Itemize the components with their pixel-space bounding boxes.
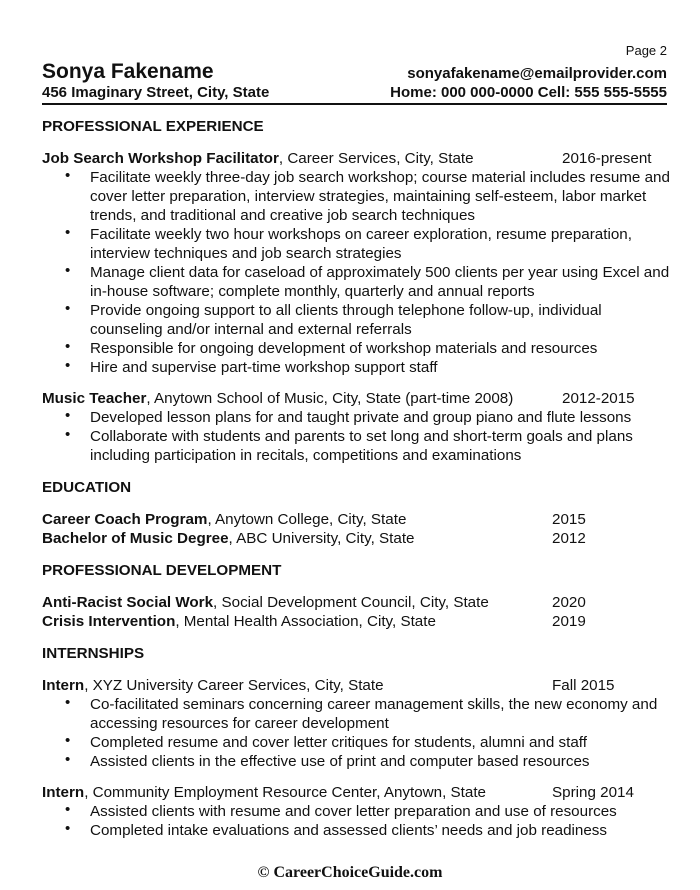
development-provider: , Social Development Council, City, State bbox=[213, 594, 489, 611]
job-entry-header bbox=[42, 149, 672, 168]
development-entry bbox=[42, 593, 672, 612]
resume-body bbox=[42, 117, 672, 840]
header-row-1 bbox=[42, 60, 667, 84]
development-date: 2020 bbox=[552, 594, 586, 611]
development-title: Crisis Intervention bbox=[42, 613, 176, 630]
development-date: 2019 bbox=[552, 613, 586, 630]
internship-bullet: • Completed intake evaluations and assessed clients’ needs and job readiness bbox=[90, 821, 672, 840]
section-heading-internships: INTERNSHIPS bbox=[42, 645, 145, 662]
internship-date: Fall 2015 bbox=[552, 677, 615, 694]
internship-entry-header bbox=[42, 676, 672, 695]
job-entry-header bbox=[42, 389, 672, 408]
job-date: 2012-2015 bbox=[562, 390, 635, 407]
job-title: Job Search Workshop Facilitator bbox=[42, 150, 279, 167]
internship-bullet: • Co-facilitated seminars concerning career management skills, the new economy and accessing resources for career development bbox=[90, 695, 672, 733]
job-bullet: • Provide ongoing support to all clients through telephone follow-up, individual counseling and/or internal and external referrals bbox=[90, 301, 672, 339]
job-bullet-list bbox=[42, 168, 672, 377]
page-number: Page 2 bbox=[625, 43, 667, 58]
internship-bullet: • Assisted clients in the effective use of print and computer based resources bbox=[90, 752, 672, 771]
header-row-2 bbox=[42, 84, 667, 101]
section-heading-education: EDUCATION bbox=[42, 479, 132, 496]
header-divider bbox=[42, 103, 667, 105]
job-date: 2016-present bbox=[562, 150, 652, 167]
contact-email: sonyafakename@emailprovider.com bbox=[407, 65, 667, 82]
development-title: Anti-Racist Social Work bbox=[42, 594, 214, 611]
job-bullet: • Facilitate weekly two hour workshops on career exploration, resume preparation, interview techniques and job search strategies bbox=[90, 225, 672, 263]
internship-bullet: • Completed resume and cover letter critiques for students, alumni and staff bbox=[90, 733, 672, 752]
education-institution: , ABC University, City, State bbox=[228, 530, 415, 547]
internship-bullet: • Assisted clients with resume and cover letter preparation and use of resources bbox=[90, 802, 672, 821]
internship-entry-header bbox=[42, 783, 672, 802]
education-entry bbox=[42, 529, 672, 548]
development-entry bbox=[42, 612, 672, 631]
education-entry bbox=[42, 510, 672, 529]
job-bullet: • Facilitate weekly three-day job search workshop; course material includes resume and cover letter preparation, interview strategies, maintaining self-esteem, labor market trends, and traditional and creative job search techniques bbox=[90, 168, 672, 225]
education-title: Bachelor of Music Degree bbox=[42, 530, 229, 547]
section-heading-experience: PROFESSIONAL EXPERIENCE bbox=[42, 118, 264, 135]
internship-organization: , Community Employment Resource Center, Anytown, State bbox=[84, 784, 487, 801]
education-date: 2012 bbox=[552, 530, 586, 547]
copyright-footer: © CareerChoiceGuide.com bbox=[257, 864, 443, 881]
job-bullet: • Hire and supervise part-time workshop support staff bbox=[90, 358, 672, 377]
job-bullet: • Developed lesson plans for and taught private and group piano and flute lessons bbox=[90, 408, 672, 427]
job-organization: , Anytown School of Music, City, State (part-time 2008) bbox=[146, 390, 514, 407]
development-provider: , Mental Health Association, City, State bbox=[175, 613, 436, 630]
contact-address: 456 Imaginary Street, City, State bbox=[42, 84, 270, 101]
job-bullet: • Responsible for ongoing development of workshop materials and resources bbox=[90, 339, 672, 358]
job-bullet: • Collaborate with students and parents to set long and short-term goals and plans including participation in recitals, competitions and examinations bbox=[90, 427, 672, 465]
internship-bullet-list bbox=[42, 695, 672, 771]
contact-phones: Home: 000 000-0000 Cell: 555 555-5555 bbox=[390, 84, 667, 101]
section-heading-development: PROFESSIONAL DEVELOPMENT bbox=[42, 562, 282, 579]
internship-date: Spring 2014 bbox=[552, 784, 634, 801]
job-title: Music Teacher bbox=[42, 390, 147, 407]
internship-title: Intern bbox=[42, 677, 85, 694]
job-bullet-list bbox=[42, 408, 672, 465]
job-bullet: • Manage client data for caseload of approximately 500 clients per year using Excel and in-house software; complete monthly, quarterly and annual reports bbox=[90, 263, 672, 301]
internship-title: Intern bbox=[42, 784, 85, 801]
internship-bullet-list bbox=[42, 802, 672, 840]
job-organization: , Career Services, City, State bbox=[278, 150, 474, 167]
education-institution: , Anytown College, City, State bbox=[207, 511, 407, 528]
education-date: 2015 bbox=[552, 511, 586, 528]
internship-organization: , XYZ University Career Services, City, State bbox=[84, 677, 384, 694]
education-title: Career Coach Program bbox=[42, 511, 208, 528]
candidate-name: Sonya Fakename bbox=[42, 60, 214, 83]
